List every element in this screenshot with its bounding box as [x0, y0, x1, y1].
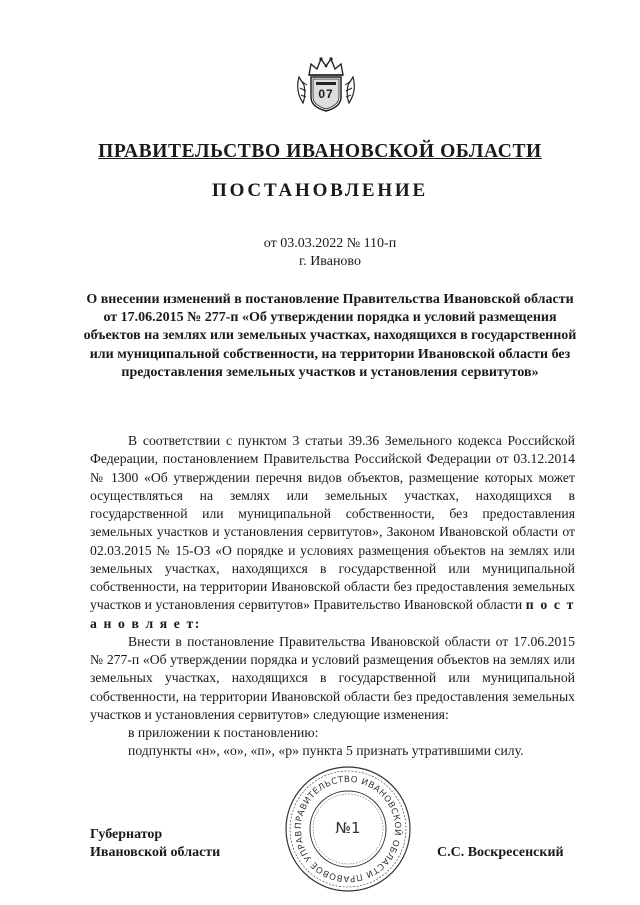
subpoints-paragraph: подпункты «н», «о», «п», «р» пункта 5 признать утратившими силу. [128, 743, 524, 759]
document-type-title: ПОСТАНОВЛЕНИЕ [212, 180, 428, 201]
signatory-position [90, 826, 220, 862]
emblem-digits: 07 [318, 87, 334, 101]
document-body [90, 432, 575, 761]
signatory-name: С.С. Воскресенский [437, 845, 564, 860]
official-seal [283, 764, 413, 894]
organization-title: ПРАВИТЕЛЬСТВО ИВАНОВСКОЙ ОБЛАСТИ [98, 141, 542, 162]
date-number: от 03.03.2022 № 110-п [263, 236, 397, 251]
coat-of-arms-emblem [295, 55, 357, 113]
preamble-paragraph [90, 432, 575, 633]
date-block [0, 235, 640, 271]
document-subject: О внесении изменений в постановление Правительства Ивановской области от 17.06.2015 № 277-п «Об утверждении порядка и условий размещения объектов на землях или земельных участках, находящихся в государственной или муниципальной собственности, на территории Ивановской области без предоставления земельных участков и установления сервитутов» [83, 292, 577, 380]
amendment-paragraph: Внести в постановление Правительства Ивановской области от 17.06.2015 № 277-п «Об утверждении порядка и условий размещения объектов на землях или земельных участках, находящихся в государственной или муниципальной собственности, на территории Ивановской области без предоставления земельных участков и установления сервитутов» следующие изменения: [90, 633, 575, 722]
decree-word: п о с т а н о в л я е т: [90, 597, 576, 631]
signatory-position-line1: Губернатор [90, 827, 163, 842]
appendix-paragraph: в приложении к постановлению: [128, 725, 319, 740]
seal-ring-text: ПРАВИТЕЛЬСТВО ИВАНОВСКОЙ ОБЛАСТИ ПРАВОВОЕ УПРАВ [293, 774, 403, 884]
city: г. Иваново [299, 254, 361, 269]
signatory-position-line2: Ивановской области [90, 845, 221, 860]
preamble-text: В соответствии с пунктом 3 статьи 39.36 Земельного кодекса Российской Федерации, постановлением Правительства Российской Федерации от 03.12.2014 № 1300 «Об утверждении перечня видов объектов, размещение которых может осуществляться на землях или земельных участках, находящихся в государственной или муниципальной собственности, без предоставления земельных участков и установления сервитутов», Законом Ивановской области от 02.03.2015 № 15-ОЗ «О порядке и условиях размещения объектов на землях или земельных участках, находящихся в государственной или муниципальной собственности, на территории Ивановской области без предоставления земельных участков и установления сервитутов» Правительство Ивановской области [90, 433, 575, 613]
seal-number: №1 [335, 819, 361, 837]
